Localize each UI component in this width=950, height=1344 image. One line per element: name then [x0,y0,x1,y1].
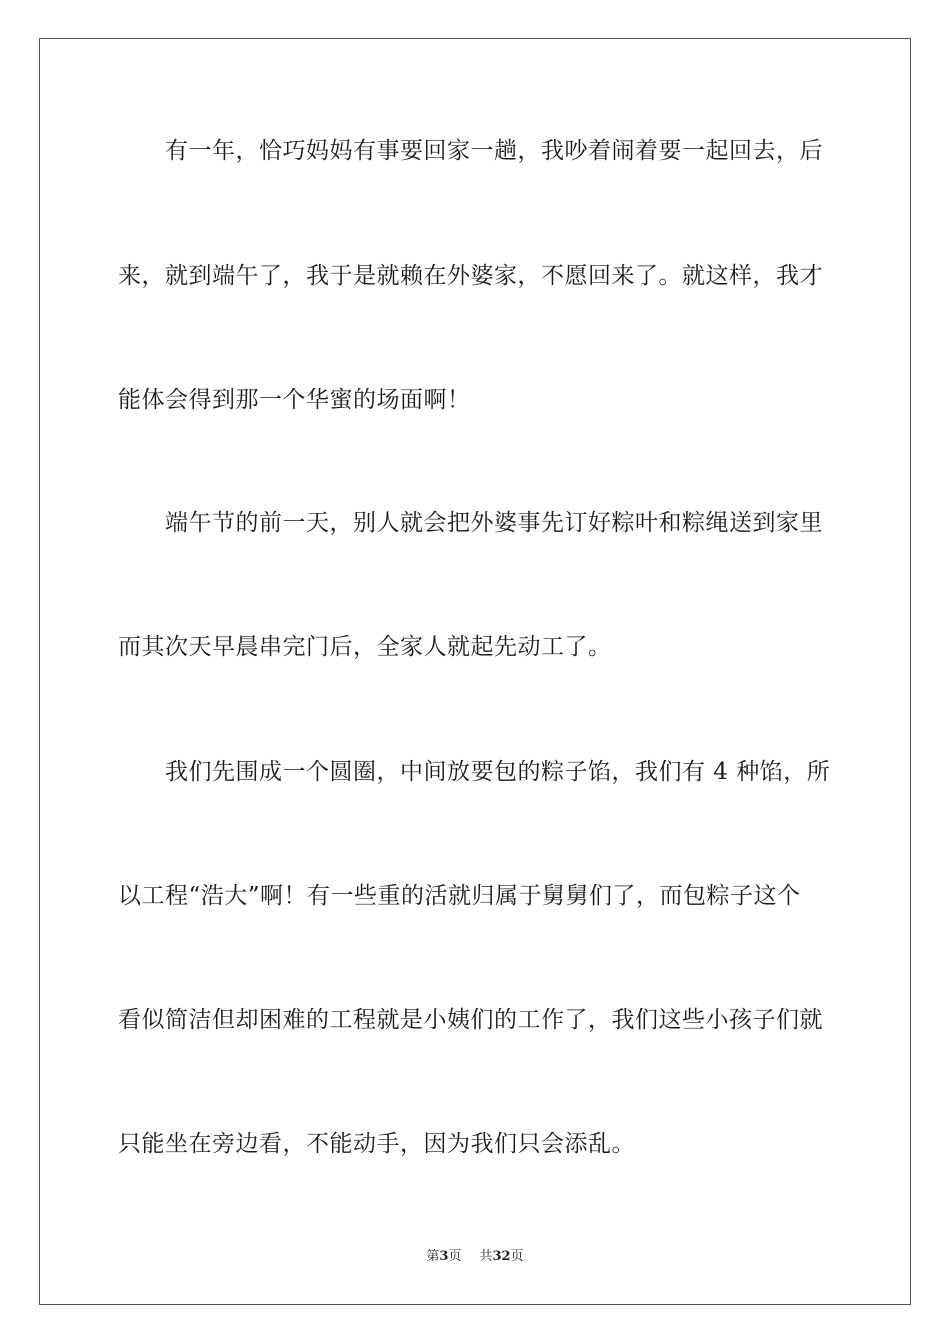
total-suffix: 页 [510,1249,524,1264]
paragraph-line: 能体会得到那一个华蜜的场面啊！ [118,387,471,413]
page-border [39,38,911,1305]
paragraph-line: 端午节的前一天，别人就会把外婆事先订好粽叶和粽绳送到家里 [165,510,823,536]
total-pages: 32 [492,1249,511,1264]
page-suffix: 页 [448,1249,462,1264]
paragraph-line: 以工程“浩大”啊！有一些重的活就归属于舅舅们了，而包粽子这个 [118,883,801,909]
paragraph-line: 只能坐在旁边看，不能动手，因为我们只会添乱。 [118,1131,635,1157]
page-footer [0,1248,950,1266]
paragraph-line: 我们先围成一个圆圈，中间放要包的粽子馅，我们有 4 种馅，所 [165,759,831,785]
paragraph-line: 有一年，恰巧妈妈有事要回家一趟，我吵着闹着要一起回去，后 [165,138,823,164]
paragraph-line: 看似简洁但却困难的工程就是小姨们的工作了，我们这些小孩子们就 [118,1007,823,1033]
paragraph-line: 而其次天早晨串完门后，全家人就起先动工了。 [118,634,612,660]
page-prefix: 第 [426,1249,440,1264]
total-prefix: 共 [479,1249,493,1264]
paragraph-line: 来，就到端午了，我于是就赖在外婆家，不愿回来了。就这样，我才 [118,263,823,289]
page-number: 3 [439,1249,449,1264]
